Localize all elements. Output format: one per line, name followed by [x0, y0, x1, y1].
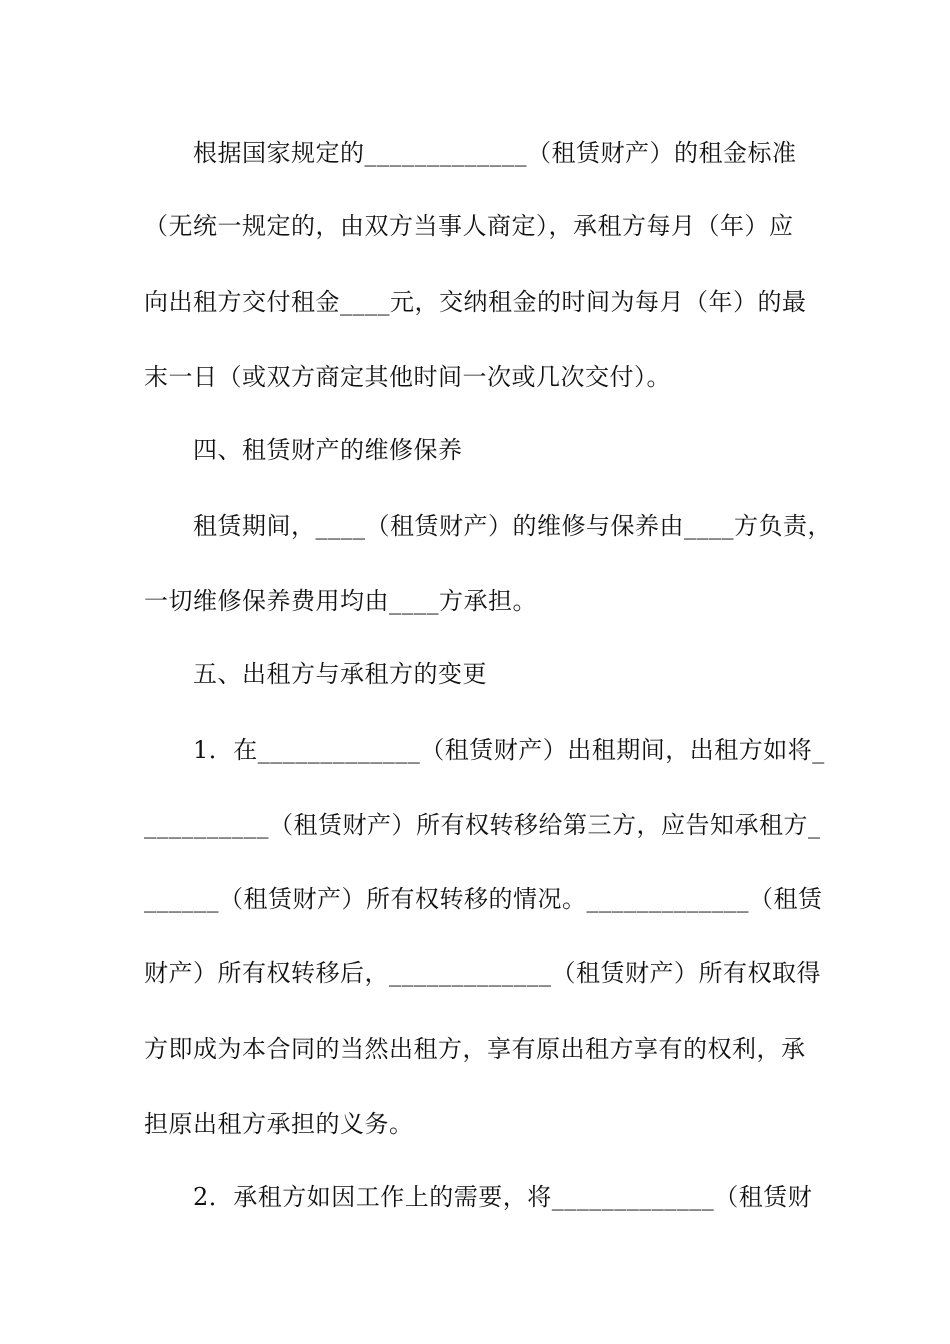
clause-1-line-2: __________（租赁财产）所有权转移给第三方，应告知承租方_ [144, 811, 821, 839]
clause-1-line-5: 方即成为本合同的当然出租方，享有原出租方享有的权利，承 [144, 1035, 806, 1063]
paragraph-maintenance-line-2: 一切维修保养费用均由____方承担。 [144, 587, 537, 615]
paragraph-rent-line-2: （无统一规定的，由双方当事人商定），承租方每月（年）应 [144, 212, 794, 240]
paragraph-rent-line-4: 末一日（或双方商定其他时间一次或几次交付）。 [144, 363, 671, 391]
paragraph-maintenance-line-1: 租赁期间，____（租赁财产）的维修与保养由____方负责， [193, 512, 832, 540]
section-heading-maintenance: 四、租赁财产的维修保养 [193, 436, 463, 464]
paragraph-rent-line-1: 根据国家规定的_____________（租赁财产）的租金标准 [193, 139, 797, 167]
clause-1-line-4: 财产）所有权转移后，_____________（租赁财产）所有权取得 [144, 959, 821, 987]
clause-1-line-1: 1．在_____________（租赁财产）出租期间，出租方如将_ [193, 736, 825, 764]
paragraph-rent-line-3: 向出租方交付租金____元，交纳租金的时间为每月（年）的最 [144, 288, 807, 316]
clause-1-line-6: 担原出租方承担的义务。 [144, 1110, 414, 1138]
clause-1-line-3: ______（租赁财产）所有权转移的情况。_____________（租赁 [144, 885, 823, 913]
clause-2-line-1: 2．承租方如因工作上的需要，将_____________（租赁财 [193, 1183, 813, 1211]
section-heading-changes: 五、出租方与承租方的变更 [193, 660, 487, 688]
